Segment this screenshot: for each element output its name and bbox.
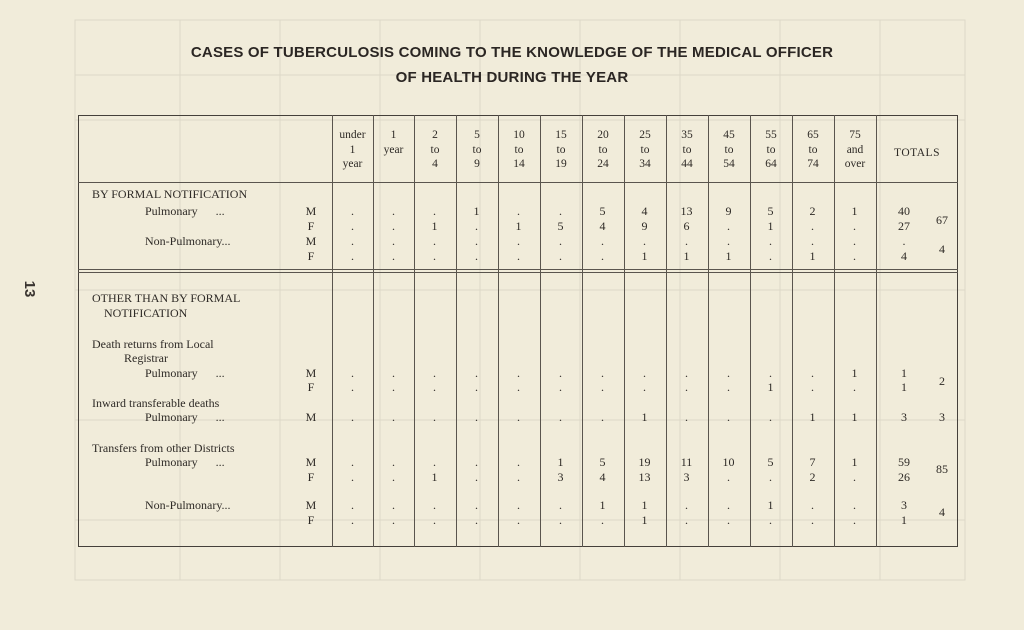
table-cell: .	[433, 513, 436, 527]
table-cell: 13	[638, 470, 651, 484]
row-label: Pulmonary ...	[145, 366, 225, 380]
column-header: 10 to 14	[513, 129, 525, 170]
table-cell: .	[559, 498, 562, 512]
table-cell: 1	[641, 513, 648, 527]
row-total: 1	[901, 380, 907, 394]
sex-label: F	[307, 470, 315, 484]
section-heading: BY FORMAL NOTIFICATION	[92, 187, 248, 201]
table-cell: .	[392, 380, 395, 394]
row-label: Non-Pulmonary...	[145, 498, 231, 512]
table-cell: .	[392, 498, 395, 512]
table-cell: 1	[599, 498, 606, 512]
table-cell: .	[811, 219, 814, 233]
table-cell: 3	[683, 470, 690, 484]
table-cell: .	[559, 204, 562, 218]
table-cell: .	[392, 455, 395, 469]
table-cell: 9	[641, 219, 648, 233]
table-cell: .	[392, 204, 395, 218]
table-cell: .	[769, 410, 772, 424]
row-label: Inward transferable deaths	[92, 396, 220, 410]
table-cell: .	[601, 366, 604, 380]
table-cell: .	[727, 219, 730, 233]
column-header: 5 to 9	[472, 129, 482, 170]
table-cell: .	[433, 234, 436, 248]
sex-label: M	[305, 455, 317, 469]
column-header: 35 to 44	[681, 129, 693, 170]
table-cell: .	[351, 219, 354, 233]
table-cell: .	[475, 455, 478, 469]
table-cell: .	[351, 204, 354, 218]
sex-label: F	[307, 249, 315, 263]
table-cell: .	[853, 470, 856, 484]
row-total: 26	[898, 470, 910, 484]
table-cell: .	[811, 234, 814, 248]
table-cell: .	[351, 249, 354, 263]
table-cell: .	[475, 498, 478, 512]
table-cell: .	[559, 366, 562, 380]
table-cell: .	[769, 234, 772, 248]
table-cell: 2	[809, 204, 816, 218]
grand-total: 3	[939, 410, 945, 424]
page-title-line-1: CASES OF TUBERCULOSIS COMING TO THE KNOWLEDGE OF THE MEDICAL OFFICER	[190, 44, 834, 61]
table-cell: .	[475, 366, 478, 380]
table-cell: 4	[599, 470, 606, 484]
table-cell: .	[853, 249, 856, 263]
table-cell: .	[517, 410, 520, 424]
table-cell: .	[727, 513, 730, 527]
table-cell: 1	[641, 498, 648, 512]
table-cell: .	[351, 455, 354, 469]
row-total: 27	[898, 219, 910, 233]
sex-label: M	[305, 204, 317, 218]
table-cell: .	[811, 498, 814, 512]
column-header: 65 to 74	[807, 129, 819, 170]
table-cell: .	[853, 513, 856, 527]
table-cell: .	[392, 366, 395, 380]
row-total: .	[902, 234, 906, 248]
table-cell: .	[351, 366, 354, 380]
table-cell: .	[517, 455, 520, 469]
table-cell: .	[727, 366, 730, 380]
grand-total: 85	[936, 462, 948, 476]
table-cell: 13	[680, 204, 693, 218]
header-rule	[78, 182, 958, 183]
table-cell: .	[643, 380, 646, 394]
table-cell: .	[475, 470, 478, 484]
row-label: Registrar	[124, 351, 168, 365]
table-cell: .	[853, 234, 856, 248]
row-label: Death returns from Local	[92, 337, 214, 351]
table-cell: .	[392, 470, 395, 484]
table-cell: 7	[809, 455, 816, 469]
section-rule	[78, 272, 958, 273]
table-cell: .	[517, 380, 520, 394]
table-cell: .	[685, 498, 688, 512]
table-cell: .	[475, 410, 478, 424]
sex-label: F	[307, 380, 315, 394]
table-cell: 1	[809, 249, 816, 263]
table-cell: 1	[515, 219, 522, 233]
table-cell: .	[643, 234, 646, 248]
table-cell: .	[517, 470, 520, 484]
grand-total: 4	[939, 242, 945, 256]
table-cell: .	[559, 410, 562, 424]
row-total: 40	[898, 204, 910, 218]
table-cell: .	[351, 410, 354, 424]
table-cell: 1	[431, 470, 438, 484]
table-cell: .	[853, 498, 856, 512]
table-cell: .	[811, 513, 814, 527]
table-cell: .	[727, 498, 730, 512]
table-cell: .	[685, 380, 688, 394]
sex-label: F	[307, 219, 315, 233]
table-cell: 4	[641, 204, 648, 218]
section-heading: OTHER THAN BY FORMAL	[92, 291, 241, 305]
table-cell: .	[769, 366, 772, 380]
table-cell: .	[517, 513, 520, 527]
column-rule	[876, 115, 877, 547]
table-cell: .	[351, 498, 354, 512]
table-cell: 19	[638, 455, 651, 469]
table-cell: 1	[767, 498, 774, 512]
table-cell: .	[351, 380, 354, 394]
table-cell: 10	[722, 455, 735, 469]
row-label: Pulmonary ...	[145, 410, 225, 424]
table-cell: .	[559, 249, 562, 263]
grand-total: 2	[939, 374, 945, 388]
table-cell: 1	[809, 410, 816, 424]
table-cell: 5	[599, 204, 606, 218]
table-cell: .	[392, 513, 395, 527]
column-header: 25 to 34	[639, 129, 651, 170]
column-header: 45 to 54	[723, 129, 735, 170]
column-header: 2 to 4	[430, 129, 440, 170]
table-cell: 1	[641, 249, 648, 263]
table-cell: .	[475, 249, 478, 263]
table-cell: 1	[851, 410, 858, 424]
table-cell: 5	[557, 219, 564, 233]
table-cell: .	[475, 513, 478, 527]
column-header: under 1 year	[339, 129, 366, 170]
table-cell: .	[727, 470, 730, 484]
table-cell: .	[475, 234, 478, 248]
table-cell: .	[601, 410, 604, 424]
table-cell: .	[433, 249, 436, 263]
row-total: 1	[901, 513, 907, 527]
section-heading: NOTIFICATION	[104, 306, 188, 320]
table-cell: .	[475, 380, 478, 394]
table-cell: .	[601, 513, 604, 527]
table-cell: .	[769, 470, 772, 484]
row-total: 3	[901, 410, 907, 424]
table-cell: 1	[851, 204, 858, 218]
table-cell: .	[559, 234, 562, 248]
table-cell: .	[433, 204, 436, 218]
table-cell: .	[392, 410, 395, 424]
table-cell: 1	[431, 219, 438, 233]
table-cell: .	[433, 380, 436, 394]
table-cell: 2	[809, 470, 816, 484]
sex-label: M	[305, 498, 317, 512]
table-cell: .	[685, 513, 688, 527]
table-cell: .	[685, 234, 688, 248]
row-label: Transfers from other Districts	[92, 441, 235, 455]
column-header: 20 to 24	[597, 129, 609, 170]
table-cell: 1	[767, 219, 774, 233]
table-cell: .	[727, 234, 730, 248]
table-cell: .	[727, 410, 730, 424]
table-cell: 5	[767, 455, 774, 469]
table-cell: 1	[641, 410, 648, 424]
grand-total: 4	[939, 505, 945, 519]
table-cell: 1	[767, 380, 774, 394]
column-header: 75 and over	[844, 129, 866, 170]
table-cell: .	[853, 380, 856, 394]
table-cell: .	[769, 249, 772, 263]
table-cell: .	[517, 498, 520, 512]
table-cell: .	[517, 204, 520, 218]
table-cell: 9	[725, 204, 732, 218]
table-cell: .	[685, 366, 688, 380]
column-header: 15 to 19	[555, 129, 567, 170]
table-cell: .	[517, 234, 520, 248]
table-cell: .	[559, 513, 562, 527]
section-rule	[78, 269, 958, 270]
table-cell: .	[643, 366, 646, 380]
table-cell: .	[811, 366, 814, 380]
page-title-line-2: OF HEALTH DURING THE YEAR	[395, 69, 629, 86]
table-cell: .	[433, 455, 436, 469]
row-label: Non-Pulmonary...	[145, 234, 231, 248]
sex-label: M	[305, 366, 317, 380]
table-cell: .	[351, 513, 354, 527]
table-cell: .	[769, 513, 772, 527]
row-total: 4	[901, 249, 907, 263]
table-cell: .	[601, 234, 604, 248]
row-total: 59	[898, 455, 910, 469]
grand-total: 67	[936, 213, 948, 227]
row-total: 3	[901, 498, 907, 512]
sex-label: M	[305, 234, 317, 248]
table-cell: .	[517, 249, 520, 263]
table-cell: 1	[557, 455, 564, 469]
table-cell: .	[351, 470, 354, 484]
table-cell: .	[685, 410, 688, 424]
table-cell: 5	[599, 455, 606, 469]
table-cell: .	[433, 366, 436, 380]
sex-label: M	[305, 410, 317, 424]
table-cell: .	[433, 498, 436, 512]
page-number: 13	[21, 280, 38, 298]
row-label: Pulmonary ...	[145, 455, 225, 469]
table-cell: .	[392, 234, 395, 248]
sex-label: F	[307, 513, 315, 527]
column-header: 1 year	[383, 129, 404, 156]
table-cell: .	[559, 380, 562, 394]
table-cell: 1	[683, 249, 690, 263]
table-cell: 5	[767, 204, 774, 218]
table-cell: 6	[683, 219, 690, 233]
table-cell: .	[853, 219, 856, 233]
table-cell: .	[727, 380, 730, 394]
totals-header: TOTALS	[894, 147, 940, 159]
table-cell: .	[475, 219, 478, 233]
table-cell: 3	[557, 470, 564, 484]
table-cell: .	[392, 219, 395, 233]
table-cell: 1	[725, 249, 732, 263]
table-cell: 1	[851, 366, 858, 380]
column-header: 55 to 64	[765, 129, 777, 170]
table-cell: .	[392, 249, 395, 263]
table-cell: 11	[680, 455, 693, 469]
row-total: 1	[901, 366, 907, 380]
table-cell: .	[351, 234, 354, 248]
row-label: Pulmonary ...	[145, 204, 225, 218]
table-cell: 1	[851, 455, 858, 469]
table-cell: .	[601, 249, 604, 263]
table-cell: 4	[599, 219, 606, 233]
table-cell: .	[433, 410, 436, 424]
table-cell: .	[811, 380, 814, 394]
table-cell: 1	[473, 204, 480, 218]
table-cell: .	[517, 366, 520, 380]
table-cell: .	[601, 380, 604, 394]
